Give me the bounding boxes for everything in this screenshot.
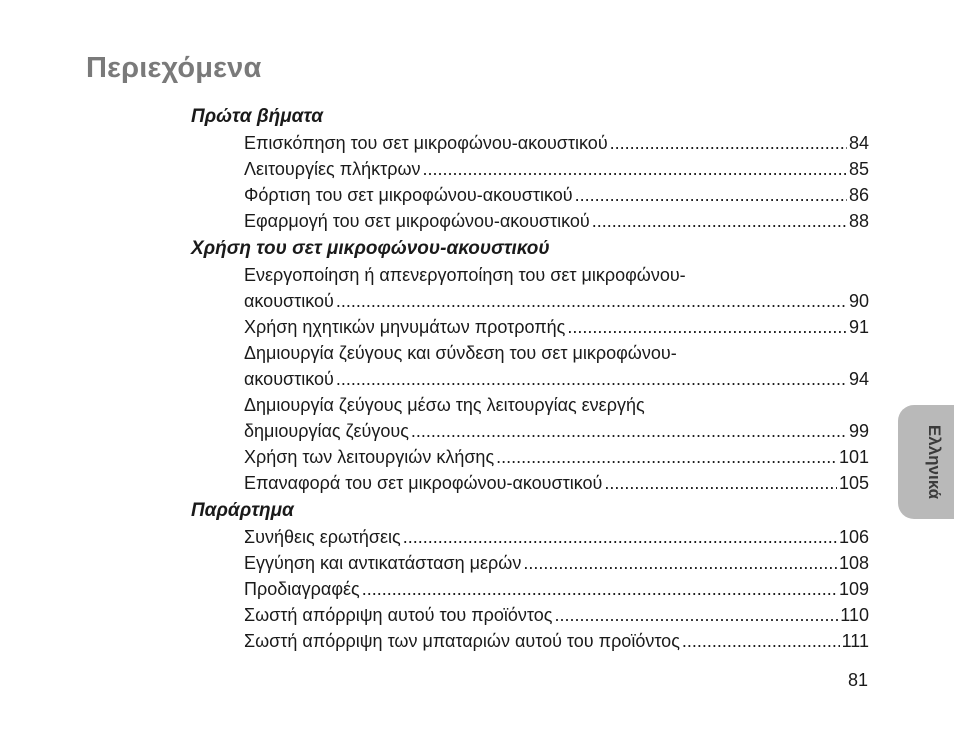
language-tab-label: Ελληνικά: [925, 424, 944, 500]
toc-entry[interactable]: [244, 602, 869, 628]
toc-entry[interactable]: [244, 628, 869, 654]
dot-leader: [362, 576, 837, 602]
dot-leader: [336, 366, 847, 392]
entry-page: 86: [848, 185, 869, 205]
toc-entry[interactable]: [244, 262, 869, 314]
toc-section-appendix: [191, 498, 869, 654]
entry-title: Λειτουργίες πλήκτρων: [244, 159, 421, 179]
entry-title: ακουστικού: [244, 369, 334, 389]
toc-section-first-steps: [191, 104, 869, 234]
entry-title-first-line: Δημιουργία ζεύγους μέσω της λειτουργίας ενεργής: [244, 395, 645, 415]
toc-entry[interactable]: [244, 314, 869, 340]
entry-title: Επαναφορά του σετ μικροφώνου-ακουστικού: [244, 473, 603, 493]
entry-page: 110: [840, 605, 869, 625]
toc-entry[interactable]: [244, 208, 869, 234]
entry-page: 94: [848, 369, 869, 389]
dot-leader: [567, 314, 847, 340]
entry-title: ακουστικού: [244, 291, 334, 311]
toc-entry[interactable]: [244, 550, 869, 576]
toc-section-using-headset: [191, 236, 869, 496]
dot-leader: [403, 524, 837, 550]
toc-entry[interactable]: [244, 470, 869, 496]
toc-entry[interactable]: [244, 392, 869, 444]
entry-page: 108: [838, 553, 869, 573]
dot-leader: [523, 550, 837, 576]
section-heading: Παράρτημα: [191, 500, 294, 521]
entry-page: 88: [848, 211, 869, 231]
section-heading: Πρώτα βήματα: [191, 106, 324, 127]
dot-leader: [592, 208, 847, 234]
dot-leader: [682, 628, 840, 654]
entry-page: 105: [838, 473, 869, 493]
entry-title-first-line: Δημιουργία ζεύγους και σύνδεση του σετ μικροφώνου-: [244, 343, 677, 363]
toc-entry[interactable]: [244, 444, 869, 470]
entry-title: Συνήθεις ερωτήσεις: [244, 527, 401, 547]
entry-title-first-line: Ενεργοποίηση ή απενεργοποίηση του σετ μικροφώνου-: [244, 265, 686, 285]
toc-entry[interactable]: [244, 156, 869, 182]
entry-title: Σωστή απόρριψη αυτού του προϊόντος: [244, 605, 553, 625]
table-of-contents: [191, 102, 869, 654]
dot-leader: [575, 182, 847, 208]
entry-page: 111: [841, 631, 869, 651]
entry-title: Προδιαγραφές: [244, 579, 360, 599]
dot-leader: [554, 602, 838, 628]
language-tab: [898, 405, 954, 519]
entry-page: 101: [838, 447, 869, 467]
toc-entry[interactable]: [244, 130, 869, 156]
entry-page: 90: [848, 291, 869, 311]
toc-entry[interactable]: [244, 340, 869, 392]
section-heading: Χρήση του σετ μικροφώνου-ακουστικού: [191, 238, 550, 259]
dot-leader: [496, 444, 837, 470]
entry-title: Χρήση ηχητικών μηνυμάτων προτροπής: [244, 317, 566, 337]
entry-page: 91: [848, 317, 869, 337]
entry-title: Χρήση των λειτουργιών κλήσης: [244, 447, 495, 467]
entry-page: 84: [848, 133, 869, 153]
dot-leader: [336, 288, 847, 314]
toc-entry[interactable]: [244, 524, 869, 550]
entry-page: 99: [848, 421, 869, 441]
page-number: 81: [847, 670, 868, 690]
entry-title: Εφαρμογή του σετ μικροφώνου-ακουστικού: [244, 211, 590, 231]
entry-title: Επισκόπηση του σετ μικροφώνου-ακουστικού: [244, 133, 608, 153]
entry-title: Εγγύηση και αντικατάσταση μερών: [244, 553, 522, 573]
entry-title: Φόρτιση του σετ μικροφώνου-ακουστικού: [244, 185, 573, 205]
dot-leader: [423, 156, 847, 182]
toc-entry[interactable]: [244, 182, 869, 208]
entry-page: 106: [838, 527, 869, 547]
dot-leader: [610, 130, 847, 156]
page-title: Περιεχόμενα: [86, 52, 262, 84]
dot-leader: [411, 418, 847, 444]
entry-page: 109: [838, 579, 869, 599]
toc-entry[interactable]: [244, 576, 869, 602]
dot-leader: [604, 470, 837, 496]
entry-page: 85: [848, 159, 869, 179]
entry-title: Σωστή απόρριψη των μπαταριών αυτού του προϊόντος: [244, 631, 680, 651]
entry-title: δημιουργίας ζεύγους: [244, 421, 409, 441]
